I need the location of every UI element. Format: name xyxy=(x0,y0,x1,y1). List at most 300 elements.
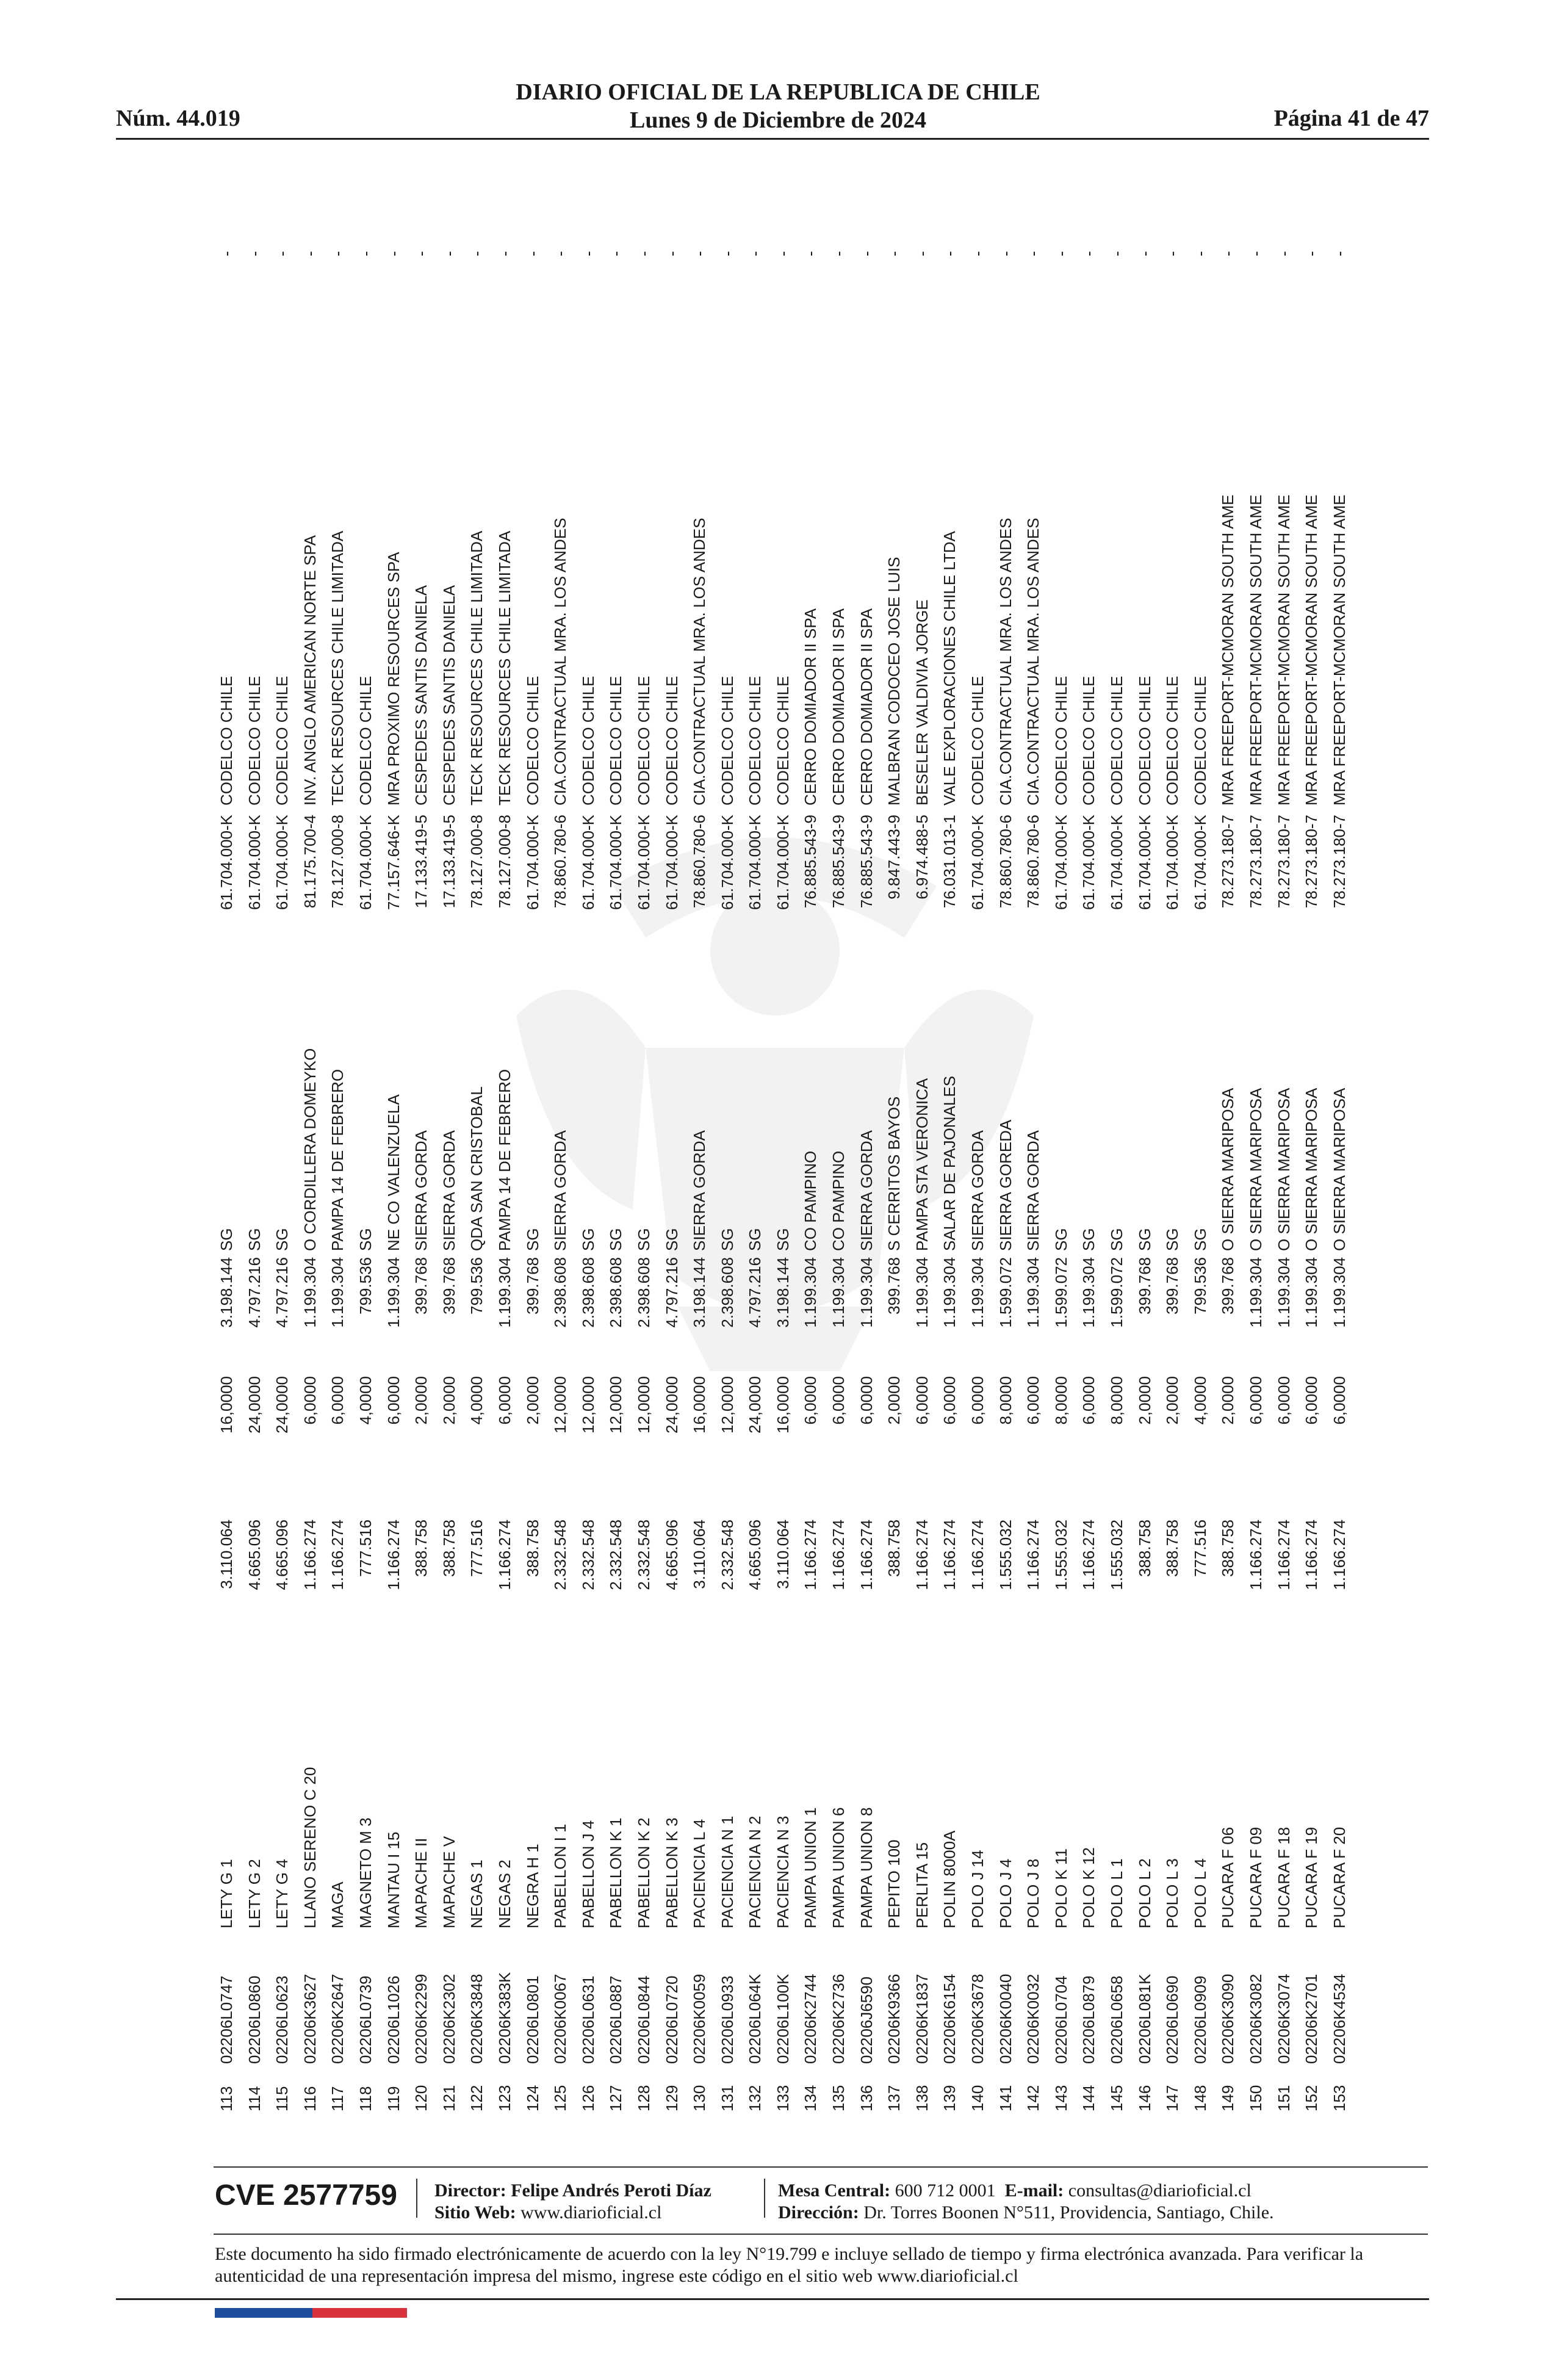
location: SIERRA GORDA xyxy=(551,1130,570,1251)
location: SIERRA GORDA xyxy=(968,1130,987,1251)
table-row xyxy=(937,232,965,2111)
row-number: 129 xyxy=(662,2085,681,2111)
amount-1: 777.516 xyxy=(1190,1520,1209,1577)
row-number: 125 xyxy=(551,2085,570,2111)
issue-number: Núm. 44.019 xyxy=(116,106,240,131)
location: O SIERRA MARIPOSA xyxy=(1274,1087,1293,1251)
mesa-label: Mesa Central: xyxy=(778,2180,891,2201)
concession-name: POLO J 8 xyxy=(1024,1858,1043,1928)
hectares: 24,0000 xyxy=(245,1376,264,1433)
amount-2: 4.797.216 xyxy=(273,1257,292,1328)
table-row xyxy=(1159,232,1187,2111)
dash: - xyxy=(690,251,709,256)
rut: 78.860.780-6 xyxy=(690,815,709,909)
row-number: 127 xyxy=(607,2085,625,2111)
rut: 78.127.000-8 xyxy=(467,815,486,909)
owner: CODELCO CHILE xyxy=(217,676,236,806)
owner: CODELCO CHILE xyxy=(773,676,792,806)
amount-2: 3.198.144 xyxy=(690,1257,709,1328)
amount-2: 399.768 xyxy=(523,1257,542,1314)
location: O SIERRA MARIPOSA xyxy=(1330,1087,1349,1251)
email-link[interactable]: consultas@diarioficial.cl xyxy=(1068,2180,1252,2201)
concession-name: PABELLON J 4 xyxy=(578,1820,597,1928)
amount-1: 388.758 xyxy=(1219,1520,1237,1577)
concession-code: 02206L0704 xyxy=(1051,1975,1070,2064)
concession-code: 02206L0720 xyxy=(662,1975,681,2064)
amount-1: 4.665.096 xyxy=(273,1520,292,1590)
hectares: 6,0000 xyxy=(495,1376,514,1425)
hectares: 2,0000 xyxy=(439,1376,458,1425)
hectares: 6,0000 xyxy=(1330,1376,1349,1425)
hectares: 6,0000 xyxy=(968,1376,987,1425)
location: O SIERRA MARIPOSA xyxy=(1302,1087,1321,1251)
owner: VALE EXPLORACIONES CHILE LTDA xyxy=(940,531,959,806)
concession-code: 02206K3627 xyxy=(300,1974,319,2064)
rut: 61.704.000-K xyxy=(1108,815,1126,911)
table-row xyxy=(353,232,381,2111)
hectares: 12,0000 xyxy=(718,1376,737,1433)
row-number: 121 xyxy=(439,2085,458,2111)
amount-1: 1.555.032 xyxy=(1051,1520,1070,1590)
amount-1: 1.555.032 xyxy=(1108,1520,1126,1590)
row-number: 119 xyxy=(384,2086,403,2111)
concession-code: 02206L0690 xyxy=(1163,1975,1182,2064)
rut: 61.704.000-K xyxy=(523,815,542,911)
rut: 61.704.000-K xyxy=(968,815,987,911)
rut: 61.704.000-K xyxy=(607,815,625,911)
row-number: 116 xyxy=(300,2086,319,2111)
concession-name: POLIN 8000A xyxy=(940,1830,959,1928)
amount-1: 4.665.096 xyxy=(662,1520,681,1590)
row-number: 123 xyxy=(495,2085,514,2111)
rut: 61.704.000-K xyxy=(662,815,681,911)
location: PAMPA STA VERONICA xyxy=(912,1078,931,1251)
location: SG xyxy=(1051,1228,1070,1251)
amount-2: 4.797.216 xyxy=(746,1257,765,1328)
concession-code: 02206L0844 xyxy=(634,1975,653,2064)
amount-2: 1.199.304 xyxy=(940,1257,959,1328)
concession-name: POLO L 3 xyxy=(1163,1858,1182,1928)
amount-2: 799.536 xyxy=(467,1257,486,1314)
hectares: 4,0000 xyxy=(467,1376,486,1425)
concession-name: PACIENCIA N 3 xyxy=(773,1816,792,1928)
amount-1: 2.332.548 xyxy=(551,1520,570,1590)
concession-name: MAPACHE II xyxy=(412,1837,431,1928)
concession-name: PACIENCIA N 1 xyxy=(718,1816,737,1928)
rut: 61.704.000-K xyxy=(634,815,653,911)
dash: - xyxy=(1024,251,1043,256)
owner: TECK RESOURCES CHILE LIMITADA xyxy=(328,530,347,806)
amount-1: 777.516 xyxy=(467,1520,486,1577)
location: O CORDILLERA DOMEYKO xyxy=(300,1048,319,1251)
location: SG xyxy=(273,1228,292,1251)
owner: CODELCO CHILE xyxy=(634,676,653,806)
owner: CODELCO CHILE xyxy=(578,676,597,806)
location: SIERRA GORDA xyxy=(439,1130,458,1251)
hectares: 2,0000 xyxy=(412,1376,431,1425)
rut: 61.704.000-K xyxy=(1163,815,1182,911)
hectares: 6,0000 xyxy=(940,1376,959,1425)
rut: 9.847.443-9 xyxy=(885,815,904,900)
location: NE CO VALENZUELA xyxy=(384,1094,403,1251)
table-row xyxy=(798,232,826,2111)
concession-name: MAGNETO M 3 xyxy=(356,1817,375,1928)
concession-code: 02206K3848 xyxy=(467,1974,486,2064)
concession-name: POLO L 2 xyxy=(1135,1858,1154,1928)
concession-code: 02206L081K xyxy=(1135,1974,1154,2064)
concession-code: 02206K2647 xyxy=(328,1974,347,2064)
dash: - xyxy=(578,251,597,256)
amount-1: 1.166.274 xyxy=(384,1520,403,1590)
dash: - xyxy=(885,251,904,256)
row-number: 150 xyxy=(1246,2085,1265,2111)
concession-code: 02206K2744 xyxy=(801,1974,820,2064)
concession-code: 02206K2736 xyxy=(829,1974,848,2064)
table-row xyxy=(547,232,575,2111)
location: SALAR DE PAJONALES xyxy=(940,1075,959,1251)
location: SG xyxy=(245,1228,264,1251)
row-number: 117 xyxy=(328,2086,347,2111)
owner: CODELCO CHILE xyxy=(662,676,681,806)
dash: - xyxy=(467,251,486,256)
owner: CODELCO CHILE xyxy=(356,676,375,806)
dash: - xyxy=(1219,251,1237,256)
dash: - xyxy=(300,251,319,256)
amount-1: 1.166.274 xyxy=(1274,1520,1293,1590)
amount-2: 2.398.608 xyxy=(551,1257,570,1328)
concession-code: 02206K0040 xyxy=(996,1974,1015,2064)
amount-2: 1.199.304 xyxy=(857,1257,876,1328)
dash: - xyxy=(912,251,931,256)
table-row xyxy=(492,232,520,2111)
concession-name: NEGAS 1 xyxy=(467,1859,486,1928)
location: PAMPA 14 DE FEBRERO xyxy=(328,1069,347,1251)
concession-code: 02206L0909 xyxy=(1190,1975,1209,2064)
dash: - xyxy=(1108,251,1126,256)
concession-code: 02206L0933 xyxy=(718,1975,737,2064)
hectares: 2,0000 xyxy=(1163,1376,1182,1425)
amount-1: 388.758 xyxy=(885,1520,904,1577)
concession-code: 02206L0747 xyxy=(217,1975,236,2064)
hectares: 6,0000 xyxy=(1024,1376,1043,1425)
owner: MRA FREEPORT-MCMORAN SOUTH AME xyxy=(1330,494,1349,806)
amount-2: 399.768 xyxy=(1163,1257,1182,1314)
row-number: 152 xyxy=(1302,2085,1321,2111)
concession-name: PUCARA F 20 xyxy=(1330,1826,1349,1928)
concession-code: 02206K3090 xyxy=(1219,1974,1237,2064)
amount-1: 1.166.274 xyxy=(801,1520,820,1590)
amount-1: 3.110.064 xyxy=(217,1520,236,1589)
rut: 61.704.000-K xyxy=(718,815,737,911)
hectares: 12,0000 xyxy=(578,1376,597,1433)
amount-1: 1.166.274 xyxy=(912,1520,931,1590)
concession-name: MAGA xyxy=(328,1881,347,1928)
date-line: Lunes 9 de Diciembre de 2024 xyxy=(630,107,926,133)
rut: 61.704.000-K xyxy=(273,815,292,911)
amount-2: 1.199.304 xyxy=(912,1257,931,1328)
table-row xyxy=(715,232,743,2111)
row-number: 151 xyxy=(1274,2085,1293,2111)
dash: - xyxy=(412,251,431,256)
hectares: 24,0000 xyxy=(662,1376,681,1433)
hectares: 6,0000 xyxy=(384,1376,403,1425)
amount-2: 2.398.608 xyxy=(634,1257,653,1328)
row-number: 114 xyxy=(245,2086,264,2111)
concession-code: 02206J6590 xyxy=(857,1976,876,2064)
location: SG xyxy=(1135,1228,1154,1251)
hectares: 4,0000 xyxy=(1190,1376,1209,1425)
table-row xyxy=(1187,232,1216,2111)
owner: TECK RESOURCES CHILE LIMITADA xyxy=(467,530,486,806)
dash: - xyxy=(829,251,848,256)
location: SG xyxy=(607,1228,625,1251)
hectares: 12,0000 xyxy=(551,1376,570,1433)
amount-2: 799.536 xyxy=(356,1257,375,1314)
dash: - xyxy=(384,251,403,256)
location: SG xyxy=(662,1228,681,1251)
table-row xyxy=(214,232,242,2111)
table-row xyxy=(408,232,436,2111)
amount-1: 1.166.274 xyxy=(328,1520,347,1590)
amount-2: 3.198.144 xyxy=(773,1257,792,1328)
row-number: 128 xyxy=(634,2085,653,2111)
amount-1: 3.110.064 xyxy=(773,1520,792,1589)
amount-1: 777.516 xyxy=(356,1520,375,1577)
owner: MRA FREEPORT-MCMORAN SOUTH AME xyxy=(1302,494,1321,806)
concession-code: 02206K1837 xyxy=(912,1974,931,2064)
concession-code: 02206K3074 xyxy=(1274,1974,1293,2064)
email-label: E-mail: xyxy=(1004,2180,1064,2201)
row-number: 130 xyxy=(690,2085,709,2111)
amount-2: 4.797.216 xyxy=(662,1257,681,1328)
amount-2: 1.199.304 xyxy=(1079,1257,1098,1328)
amount-1: 4.665.096 xyxy=(245,1520,264,1590)
dash: - xyxy=(607,251,625,256)
dash: - xyxy=(328,251,347,256)
table-row xyxy=(1132,232,1160,2111)
table-row xyxy=(659,232,687,2111)
table-row xyxy=(436,232,464,2111)
amount-2: 399.768 xyxy=(412,1257,431,1314)
amount-2: 1.199.304 xyxy=(1274,1257,1293,1328)
dash: - xyxy=(495,251,514,256)
row-number: 137 xyxy=(885,2085,904,2111)
amount-1: 1.166.274 xyxy=(1024,1520,1043,1590)
header-divider xyxy=(116,138,1429,140)
concession-name: PUCARA F 18 xyxy=(1274,1826,1293,1928)
table-row xyxy=(1327,232,1355,2111)
amount-2: 1.199.304 xyxy=(801,1257,820,1328)
concession-code: 02206L0801 xyxy=(523,1975,542,2064)
concession-name: POLO K 12 xyxy=(1079,1847,1098,1928)
owner: CODELCO CHILE xyxy=(968,676,987,806)
hectares: 6,0000 xyxy=(801,1376,820,1425)
amount-1: 1.166.274 xyxy=(1330,1520,1349,1590)
location: CO PAMPINO xyxy=(829,1150,848,1251)
director-block xyxy=(434,2180,711,2224)
dash: - xyxy=(551,251,570,256)
row-number: 131 xyxy=(718,2085,737,2111)
amount-2: 2.398.608 xyxy=(607,1257,625,1328)
rut: 76.031.013-1 xyxy=(940,815,959,909)
owner: MRA FREEPORT-MCMORAN SOUTH AME xyxy=(1274,494,1293,806)
concession-code: 02206K2302 xyxy=(439,1974,458,2064)
owner: CIA.CONTRACTUAL MRA. LOS ANDES xyxy=(1024,517,1043,806)
amount-2: 1.599.072 xyxy=(1051,1257,1070,1328)
amount-2: 1.199.304 xyxy=(968,1257,987,1328)
owner: CODELCO CHILE xyxy=(245,676,264,806)
concession-code: 02206L0623 xyxy=(273,1975,292,2064)
dash: - xyxy=(718,251,737,256)
row-number: 148 xyxy=(1190,2085,1209,2111)
footer-divider xyxy=(214,2234,1428,2235)
dash: - xyxy=(1135,251,1154,256)
hectares: 6,0000 xyxy=(912,1376,931,1425)
hectares: 6,0000 xyxy=(300,1376,319,1425)
owner: CODELCO CHILE xyxy=(1108,676,1126,806)
hectares: 24,0000 xyxy=(746,1376,765,1433)
rut: 77.157.646-K xyxy=(384,815,403,911)
location: CO PAMPINO xyxy=(801,1150,820,1251)
owner: MRA FREEPORT-MCMORAN SOUTH AME xyxy=(1246,494,1265,806)
table-row xyxy=(631,232,659,2111)
dash: - xyxy=(217,251,236,256)
amount-2: 1.599.072 xyxy=(1108,1257,1126,1328)
table-row xyxy=(520,232,548,2111)
row-number: 143 xyxy=(1051,2085,1070,2111)
footer-separator xyxy=(416,2179,417,2218)
rut: 78.273.180-7 xyxy=(1219,815,1237,909)
amount-1: 2.332.548 xyxy=(607,1520,625,1590)
dash: - xyxy=(273,251,292,256)
concession-code: 02206L1026 xyxy=(384,1975,403,2064)
row-number: 146 xyxy=(1135,2085,1154,2111)
page-indicator: Página 41 de 47 xyxy=(1273,106,1429,131)
concession-name: MANTAU I 15 xyxy=(384,1831,403,1928)
owner: CIA.CONTRACTUAL MRA. LOS ANDES xyxy=(690,517,709,806)
owner: CODELCO CHILE xyxy=(718,676,737,806)
concession-code: 02206K0059 xyxy=(690,1974,709,2064)
address-line xyxy=(778,2202,1274,2224)
location: S CERRITOS BAYOS xyxy=(885,1096,904,1251)
amount-2: 1.199.304 xyxy=(1024,1257,1043,1328)
amount-2: 1.199.304 xyxy=(1330,1257,1349,1328)
concession-name: LLANO SERENO C 20 xyxy=(300,1767,319,1928)
row-number: 124 xyxy=(523,2085,542,2111)
owner: MRA PROXIMO RESOURCES SPA xyxy=(384,552,403,806)
location: SIERRA GOREDA xyxy=(996,1119,1015,1251)
dash: - xyxy=(968,251,987,256)
hectares: 8,0000 xyxy=(1108,1376,1126,1425)
concession-name: POLO J 4 xyxy=(996,1858,1015,1928)
owner: CODELCO CHILE xyxy=(1190,676,1209,806)
rut: 78.273.180-7 xyxy=(1302,815,1321,909)
concession-name: PABELLON K 2 xyxy=(634,1817,653,1928)
table-row xyxy=(1271,232,1299,2111)
dash: - xyxy=(801,251,820,256)
dash: - xyxy=(1302,251,1321,256)
site-link[interactable]: www.diarioficial.cl xyxy=(520,2202,662,2223)
owner: CIA.CONTRACTUAL MRA. LOS ANDES xyxy=(996,517,1015,806)
location: SG xyxy=(634,1228,653,1251)
concession-name: NEGAS 2 xyxy=(495,1859,514,1928)
hectares: 6,0000 xyxy=(857,1376,876,1425)
dash: - xyxy=(356,251,375,256)
rut: 78.273.180-7 xyxy=(1330,815,1349,909)
footer-divider xyxy=(214,2166,1428,2168)
rut: 61.704.000-K xyxy=(1190,815,1209,911)
amount-2: 2.398.608 xyxy=(718,1257,737,1328)
row-number: 122 xyxy=(467,2085,486,2111)
concession-code: 02206K0067 xyxy=(551,1974,570,2064)
dash: - xyxy=(1163,251,1182,256)
owner: MALBRAN CODOCEO JOSE LUIS xyxy=(885,557,904,806)
location: SIERRA GORDA xyxy=(1024,1130,1043,1251)
dash: - xyxy=(1330,251,1349,256)
dash: - xyxy=(634,251,653,256)
owner: CODELCO CHILE xyxy=(1163,676,1182,806)
location: O SIERRA MARIPOSA xyxy=(1246,1087,1265,1251)
concession-name: PAMPA UNION 1 xyxy=(801,1807,820,1928)
amount-1: 388.758 xyxy=(523,1520,542,1577)
location: SG xyxy=(746,1228,765,1251)
amount-2: 1.199.304 xyxy=(495,1257,514,1328)
dash: - xyxy=(1079,251,1098,256)
hectares: 6,0000 xyxy=(829,1376,848,1425)
address-label: Dirección: xyxy=(778,2202,859,2223)
row-number: 113 xyxy=(217,2086,236,2111)
owner: CERRO DOMIADOR II SPA xyxy=(829,608,848,806)
amount-2: 799.536 xyxy=(1190,1257,1209,1314)
dash: - xyxy=(439,251,458,256)
rut: 17.133.419-5 xyxy=(439,815,458,909)
table-row xyxy=(1048,232,1076,2111)
table-row xyxy=(603,232,631,2111)
row-number: 145 xyxy=(1108,2085,1126,2111)
rut: 76.885.543-9 xyxy=(801,815,820,909)
director-label: Director: xyxy=(434,2180,506,2201)
location: SG xyxy=(1079,1228,1098,1251)
rut: 78.860.780-6 xyxy=(551,815,570,909)
address-value: Dr. Torres Boonen N°511, Providencia, Santiago, Chile. xyxy=(863,2202,1274,2223)
location: SG xyxy=(773,1228,792,1251)
concession-code: 02206K4534 xyxy=(1330,1974,1349,2064)
row-number: 133 xyxy=(773,2085,792,2111)
amount-2: 1.199.304 xyxy=(328,1257,347,1328)
concession-code: 02206L0879 xyxy=(1079,1975,1098,2064)
row-number: 141 xyxy=(996,2085,1015,2111)
concession-name: POLO K 11 xyxy=(1051,1848,1070,1928)
hectares: 6,0000 xyxy=(328,1376,347,1425)
location: SG xyxy=(217,1228,236,1251)
dash: - xyxy=(1051,251,1070,256)
concession-name: POLO J 14 xyxy=(968,1850,987,1928)
flag-red-band xyxy=(312,2308,407,2318)
rut: 78.860.780-6 xyxy=(996,815,1015,909)
concession-name: PUCARA F 06 xyxy=(1219,1826,1237,1928)
concession-code: 02206K0032 xyxy=(1024,1974,1043,2064)
hectares: 2,0000 xyxy=(1135,1376,1154,1425)
amount-2: 1.199.304 xyxy=(1302,1257,1321,1328)
table-row xyxy=(742,232,770,2111)
dash: - xyxy=(940,251,959,256)
table-row xyxy=(1104,232,1132,2111)
bottom-divider xyxy=(116,2298,1429,2300)
mesa-phone: 600 712 0001 xyxy=(895,2180,996,2201)
row-number: 147 xyxy=(1163,2085,1182,2111)
table-row xyxy=(242,232,270,2111)
hectares: 6,0000 xyxy=(1246,1376,1265,1425)
